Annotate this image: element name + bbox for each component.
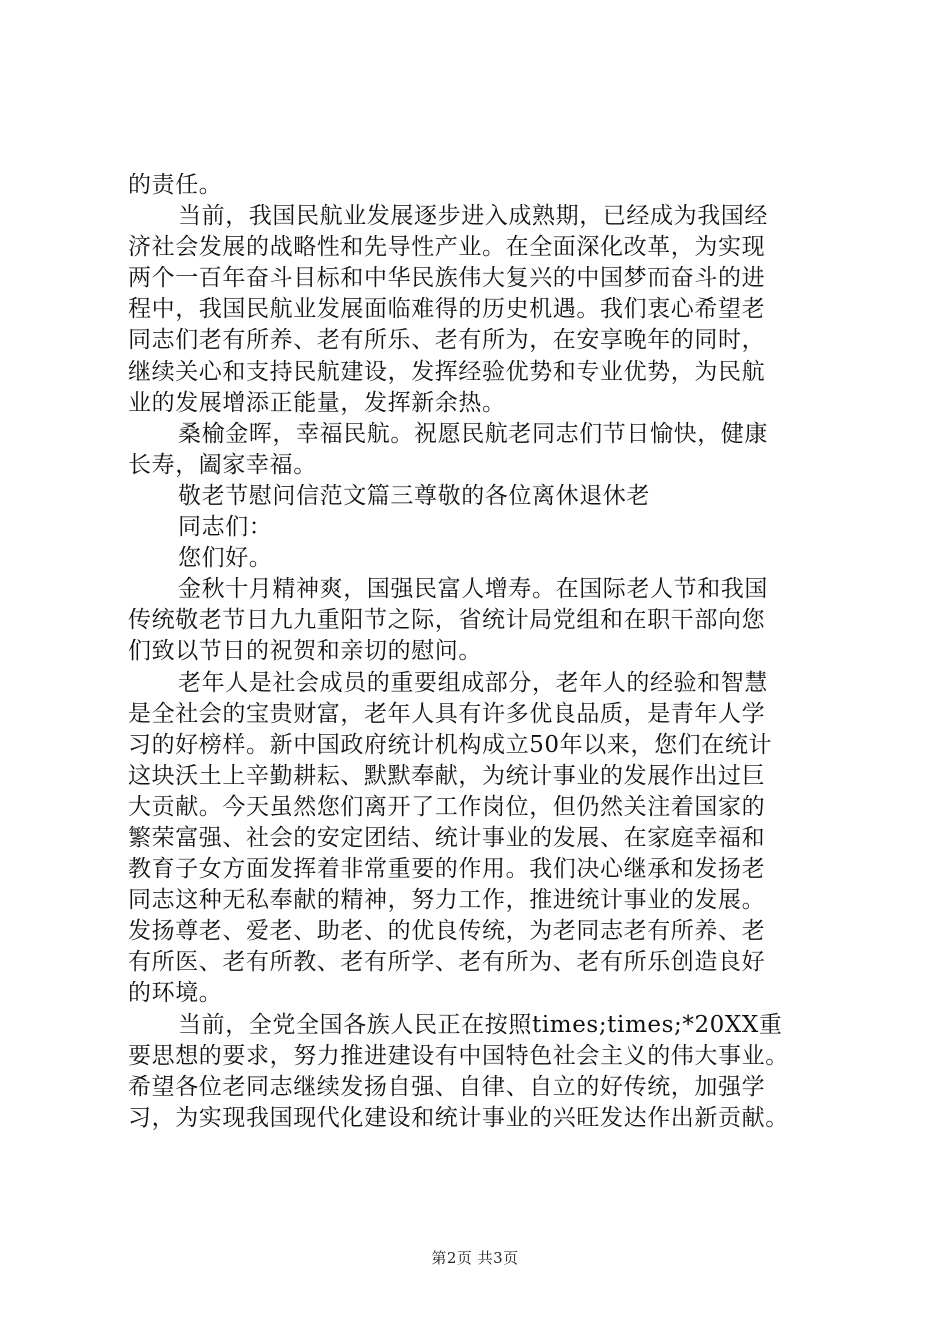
text-line: 济社会发展的战略性和先导性产业。在全面深化改革，为实现 xyxy=(128,234,766,261)
text-line: 同志这种无私奉献的精神，努力工作，推进统计事业的发展。 xyxy=(128,887,766,914)
text-line: 是全社会的宝贵财富，老年人具有许多优良品质，是青年人学 xyxy=(128,700,766,727)
text-line: 习，为实现我国现代化建设和统计事业的兴旺发达作出新贡献。 xyxy=(128,1104,789,1131)
text-line: 发扬尊老、爱老、助老、的优良传统，为老同志老有所养、老 xyxy=(128,918,766,945)
text-line: 金秋十月精神爽，国强民富人增寿。在国际老人节和我国 xyxy=(178,576,768,603)
text-line: 这块沃土上辛勤耕耘、默默奉献，为统计事业的发展作出过巨 xyxy=(128,762,766,789)
text-line: 们致以节日的祝贺和亲切的慰问。 xyxy=(128,638,482,665)
text-line: 希望各位老同志继续发扬自强、自律、自立的好传统，加强学 xyxy=(128,1073,766,1100)
greeting: 您们好。 xyxy=(178,545,273,572)
text-line: 有所医、老有所教、老有所学、老有所为、老有所乐创造良好 xyxy=(128,949,766,976)
text-line: 教育子女方面发挥着非常重要的作用。我们决心继承和发扬老 xyxy=(128,856,766,883)
text-line: 传统敬老节日九九重阳节之际，省统计局党组和在职干部向您 xyxy=(128,607,766,634)
text-line: 老年人是社会成员的重要组成部分，老年人的经验和智慧 xyxy=(178,669,768,696)
page-footer xyxy=(0,1247,950,1268)
text-line: 同志们老有所养、老有所乐、老有所为，在安享晚年的同时， xyxy=(128,327,766,354)
text-line: 两个一百年奋斗目标和中华民族伟大复兴的中国梦而奋斗的进 xyxy=(128,265,766,292)
page-number: 第2页 共3页 xyxy=(431,1249,519,1267)
text-line: 的责任。 xyxy=(128,172,223,198)
text-line: 繁荣富强、社会的安定团结、统计事业的发展、在家庭幸福和 xyxy=(128,824,766,851)
text-line: 的环境。 xyxy=(128,980,223,1007)
text-line: 桑榆金晖，幸福民航。祝愿民航老同志们节日愉快，健康 xyxy=(178,420,768,447)
text-line: 习的好榜样。新中国政府统计机构成立50年以来，您们在统计 xyxy=(128,731,773,758)
text-line: 继续关心和支持民航建设，发挥经验优势和专业优势，为民航 xyxy=(128,358,766,385)
text-line: 业的发展增添正能量，发挥新余热。 xyxy=(128,389,506,416)
text-line: 长寿，阖家幸福。 xyxy=(128,451,317,478)
text-line: 要思想的要求，努力推进建设有中国特色社会主义的伟大事业。 xyxy=(128,1042,789,1069)
section-heading: 敬老节慰问信范文篇三尊敬的各位离休退休老 xyxy=(178,482,650,509)
text-line: 大贡献。今天虽然您们离开了工作岗位，但仍然关注着国家的 xyxy=(128,793,766,820)
text-line: 当前，全党全国各族人民正在按照times;times;*20XX重 xyxy=(178,1011,783,1038)
salutation: 同志们： xyxy=(178,514,273,541)
text-line: 程中，我国民航业发展面临难得的历史机遇。我们衷心希望老 xyxy=(128,296,766,323)
text-line: 当前，我国民航业发展逐步进入成熟期，已经成为我国经 xyxy=(178,203,768,230)
document-body xyxy=(128,170,848,1134)
